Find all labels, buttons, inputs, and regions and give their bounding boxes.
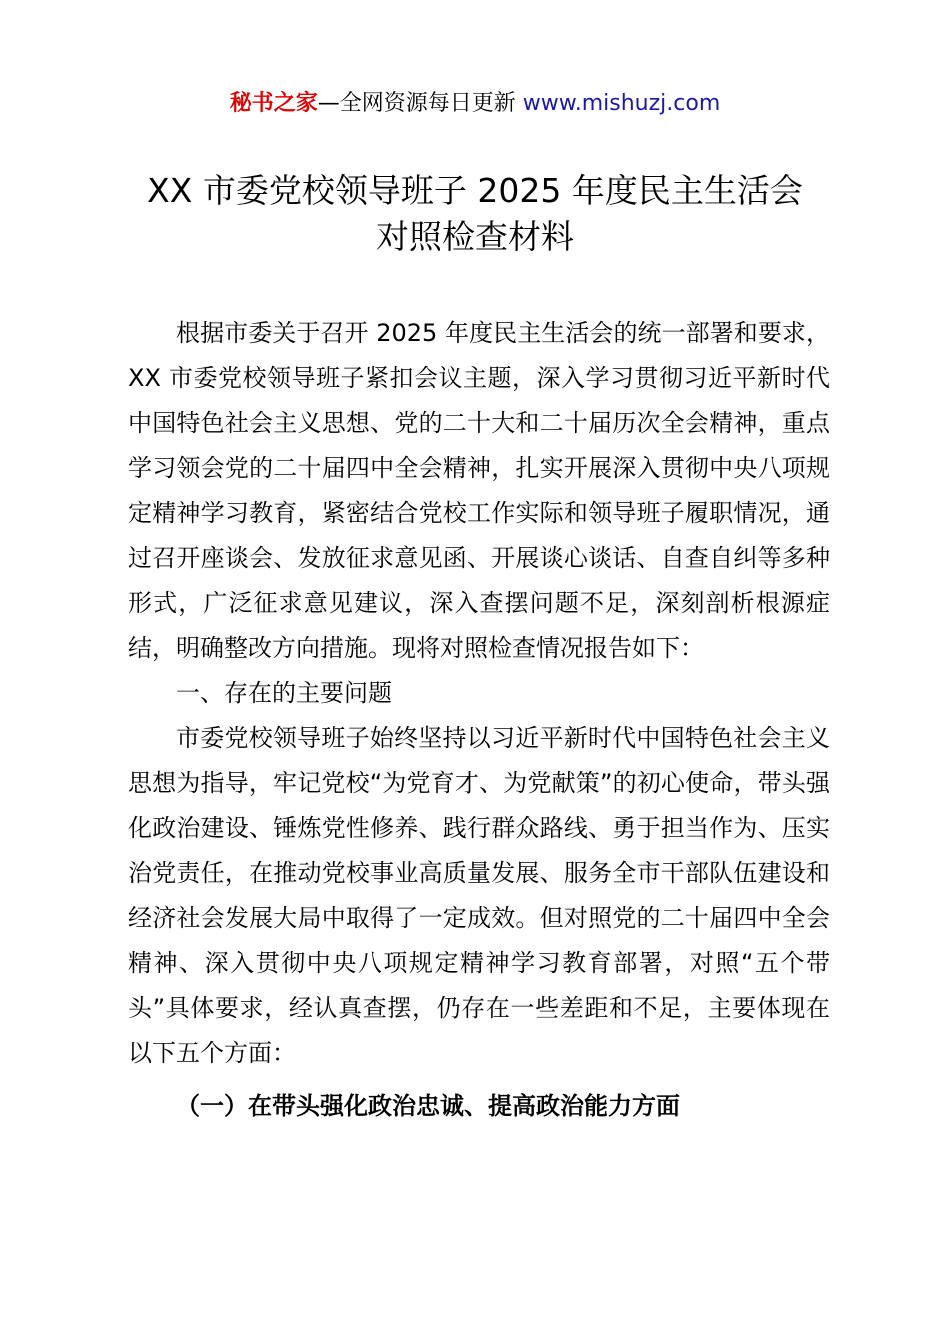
intro-paragraph: 根据市委关于召开 2025 年度民主生活会的统一部署和要求，XX 市委党校领导班子紧扣会议主题，深入学习贯彻习近平新时代中国特色社会主义思想、党的二十大和二十届历次全会精神，重点学习领会党的二十届四中全会精神，扎实开展深入贯彻中央八项规定精神学习教育，紧密结合党校工作实际和领导班子履职情况，通过召开座谈会、发放征求意见函、开展谈心谈话、自查自纠等多种形式，广泛征求意见建议，深入查摆问题不足，深刻剖析根源症结，明确整改方向措施。现将对照检查情况报告如下： (128, 319, 830, 662)
site-tagline: —全网资源每日更新 (317, 91, 523, 116)
title-line-2: 对照检查材料 (376, 217, 574, 256)
site-url-link[interactable]: www.mishuzj.com (522, 91, 721, 116)
site-header (0, 88, 950, 120)
document-title (60, 168, 890, 260)
section-body-paragraph: 市委党校领导班子始终坚持以习近平新时代中国特色社会主义思想为指导，牢记党校“为党育才、为党献策”的初心使命，带头强化政治建设、锤炼党性修养、践行群众路线、勇于担当作为、压实治党责任，在推动党校事业高质量发展、服务全市干部队伍建设和经济社会发展大局中取得了一定成效。但对照党的二十届四中全会精神、深入贯彻中央八项规定精神学习教育部署，对照“五个带头”具体要求，经认真查摆，仍存在一些差距和不足，主要体现在以下五个方面： (128, 724, 830, 1067)
title-line-1: XX 市委党校领导班子 2025 年度民主生活会 (147, 171, 803, 210)
site-brand: 秘书之家 (229, 91, 318, 116)
document-body (128, 311, 830, 1129)
subsection-heading-1: （一）在带头强化政治忠诚、提高政治能力方面 (176, 1092, 680, 1120)
section-heading-problems: 一、存在的主要问题 (176, 679, 392, 707)
